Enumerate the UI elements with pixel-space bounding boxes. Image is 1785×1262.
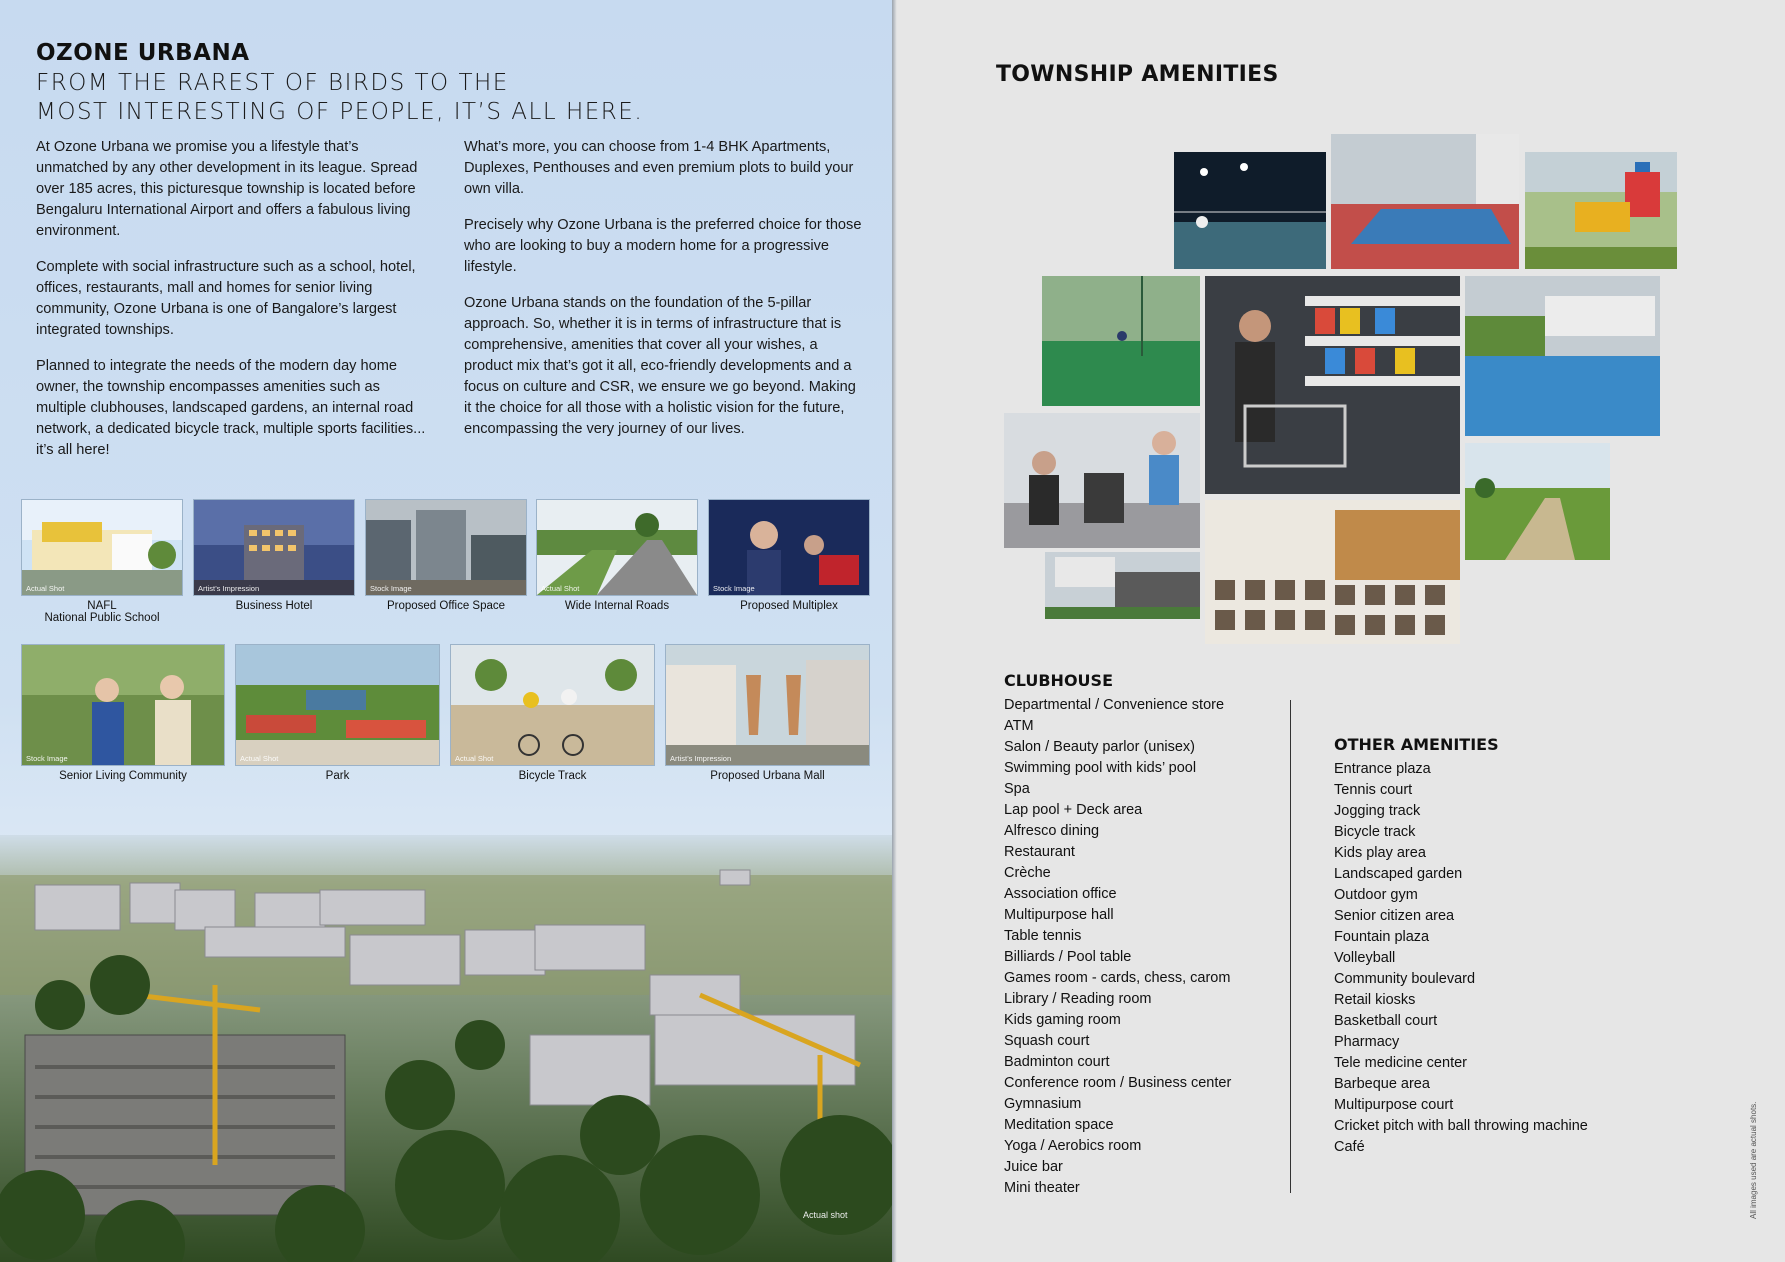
list-item: Barbeque area — [1334, 1076, 1430, 1092]
list-item: Senior citizen area — [1334, 908, 1455, 924]
caption: Proposed Urbana Mall — [710, 770, 825, 782]
clubhouse-exterior-photo — [1045, 552, 1200, 619]
list-item: Departmental / Convenience store — [1004, 697, 1225, 713]
list-item: Entrance plaza — [1334, 761, 1431, 777]
school-photo — [21, 499, 183, 596]
photo-tag: Artist’s Impression — [198, 584, 260, 593]
convenience-store-photo — [1205, 276, 1460, 494]
thumb-hotel — [193, 499, 355, 612]
park-photo — [235, 644, 440, 766]
list-item: Juice bar — [1004, 1159, 1063, 1175]
office-photo — [365, 499, 527, 596]
left-page — [0, 0, 892, 1262]
swimming-pool-photo — [1465, 276, 1660, 436]
photo-tag: Actual Shot — [541, 584, 580, 593]
list-item: Billiards / Pool table — [1004, 949, 1132, 965]
thumb-school — [21, 499, 183, 624]
list-item: Mini theater — [1004, 1180, 1080, 1196]
list-item: Basketball court — [1334, 1013, 1438, 1029]
caption: National Public School — [44, 612, 160, 624]
list-item: Table tennis — [1004, 928, 1082, 944]
thumb-multiplex — [708, 499, 870, 612]
photo-tag: Stock Image — [26, 754, 68, 763]
intro-column-1 — [36, 137, 431, 476]
paragraph: Ozone Urbana stands on the foundation of the 5-pillar approach. So, whether it is in terms of infrastructure that is comprehensive, amenities that cover all your wishes, a product mix that’s got it all, eco-friendly developments and a focus on culture and CSR, we ensure we go beyond. Making it the choice for all those with a holistic vision for the future, encompassing the very journey of our lives. — [464, 295, 856, 437]
thumb-urbana-mall — [665, 644, 870, 782]
thumb-roads — [536, 499, 698, 612]
list-item: Association office — [1004, 886, 1117, 902]
list-item: Multipurpose court — [1334, 1097, 1454, 1113]
list-item: Yoga / Aerobics room — [1004, 1138, 1142, 1154]
clubhouse-heading: CLUBHOUSE — [1004, 671, 1113, 690]
list-item: Community boulevard — [1334, 971, 1476, 987]
list-item: Retail kiosks — [1334, 992, 1416, 1008]
aerial-tag: Actual shot — [803, 1210, 848, 1220]
list-item: Tennis court — [1334, 782, 1413, 798]
list-item: Conference room / Business center — [1004, 1075, 1232, 1091]
senior-living-photo — [21, 644, 225, 766]
paragraph: Complete with social infrastructure such as a school, hotel, offices, restaurants, mall and homes for senior living community, Ozone Urbana is one of Bangalore’s largest integrated townships. — [36, 259, 416, 338]
multiplex-photo — [708, 499, 870, 596]
aerial-township-photo — [0, 835, 892, 1262]
list-item: Meditation space — [1004, 1117, 1114, 1133]
caption: Proposed Office Space — [386, 600, 506, 612]
photo-tag: Actual Shot — [455, 754, 494, 763]
tagline-line: FROM THE RAREST OF BIRDS TO THE — [36, 70, 509, 96]
list-item: Bicycle track — [1334, 824, 1416, 840]
clubhouse-list — [1004, 695, 1231, 1199]
list-item: Fountain plaza — [1334, 929, 1430, 945]
caption: Bicycle Track — [518, 770, 587, 782]
paragraph: What’s more, you can choose from 1-4 BHK Apartments, Duplexes, Penthouses and even premium plots to build your own villa. — [464, 139, 854, 197]
caption: Business Hotel — [235, 600, 313, 612]
paragraph: At Ozone Urbana we promise you a lifestyle that’s unmatched by any other development in its league. Spread over 185 acres, this picturesque township is located before Bengaluru International Airport and offers a fabulous living environment. — [36, 139, 418, 239]
mall-photo — [665, 644, 870, 766]
photo-tag: Artist’s Impression — [670, 754, 732, 763]
badminton-photo — [1174, 152, 1326, 269]
gymnasium-photo — [1004, 413, 1200, 548]
thumb-bicycle-track — [450, 644, 655, 782]
list-item: Spa — [1004, 781, 1030, 797]
list-item: Badminton court — [1004, 1054, 1110, 1070]
intro-column-2 — [464, 137, 864, 455]
list-item: Restaurant — [1004, 844, 1075, 860]
list-item: Kids gaming room — [1004, 1012, 1121, 1028]
list-item: Kids play area — [1334, 845, 1426, 861]
other-amenities-list — [1334, 759, 1588, 1158]
list-item: Landscaped garden — [1334, 866, 1463, 882]
thumb-park — [235, 644, 440, 782]
list-item: Cricket pitch with ball throwing machine — [1334, 1118, 1588, 1134]
list-item: Café — [1334, 1139, 1365, 1155]
tennis-court-photo — [1331, 134, 1519, 269]
photo-tag: Stock Image — [370, 584, 412, 593]
photo-tag: Actual Shot — [26, 584, 65, 593]
column-divider — [1290, 700, 1291, 1193]
photo-tag: Stock Image — [713, 584, 755, 593]
kids-play-area-photo — [1525, 152, 1677, 269]
bicycle-photo — [450, 644, 655, 766]
photo-tag: Actual Shot — [240, 754, 279, 763]
list-item: Salon / Beauty parlor (unisex) — [1004, 739, 1196, 755]
caption: Wide Internal Roads — [564, 600, 670, 612]
paragraph: Precisely why Ozone Urbana is the preferred choice for those who are looking to buy a modern home for a progressive lifestyle. — [464, 217, 862, 275]
thumb-senior-living — [21, 644, 225, 782]
paragraph: Planned to integrate the needs of the modern day home owner, the township encompasses amenities such as multiple clubhouses, landscaped gardens, an internal road network, a dedicated bicycle track, multiple sports facilities... it’s all here! — [36, 358, 426, 458]
list-item: Outdoor gym — [1334, 887, 1418, 903]
list-item: Swimming pool with kids’ pool — [1004, 760, 1197, 776]
amenities-title: TOWNSHIP AMENITIES — [996, 62, 1279, 87]
cricket-pitch-photo — [1042, 276, 1200, 406]
caption: Park — [325, 770, 350, 782]
multipurpose-hall-photo — [1205, 500, 1460, 644]
other-amenities-heading: OTHER AMENITIES — [1334, 735, 1499, 754]
tagline-line: MOST INTERESTING OF PEOPLE, IT’S ALL HERE. — [36, 99, 644, 125]
list-item: ATM — [1004, 718, 1034, 734]
list-item: Crèche — [1004, 865, 1051, 881]
roads-photo — [536, 499, 698, 596]
hotel-photo — [193, 499, 355, 596]
list-item: Gymnasium — [1004, 1096, 1082, 1112]
list-item: Library / Reading room — [1004, 991, 1152, 1007]
list-item: Games room - cards, chess, carom — [1004, 970, 1231, 986]
list-item: Squash court — [1004, 1033, 1090, 1049]
list-item: Tele medicine center — [1334, 1055, 1467, 1071]
thumb-office — [365, 499, 527, 612]
caption: Senior Living Community — [59, 770, 187, 782]
caption: Proposed Multiplex — [740, 600, 838, 612]
list-item: Volleyball — [1334, 950, 1396, 966]
list-item: Pharmacy — [1334, 1034, 1400, 1050]
brand-title: OZONE URBANA — [36, 40, 250, 66]
list-item: Jogging track — [1334, 803, 1421, 819]
image-disclaimer: All images used are actual shots. — [1749, 1101, 1758, 1219]
list-item: Multipurpose hall — [1004, 907, 1114, 923]
list-item: Lap pool + Deck area — [1004, 802, 1143, 818]
caption: NAFL — [87, 600, 117, 612]
right-page — [897, 0, 1785, 1262]
tagline — [36, 69, 643, 127]
landscaped-garden-photo — [1465, 443, 1610, 560]
list-item: Alfresco dining — [1004, 823, 1100, 839]
